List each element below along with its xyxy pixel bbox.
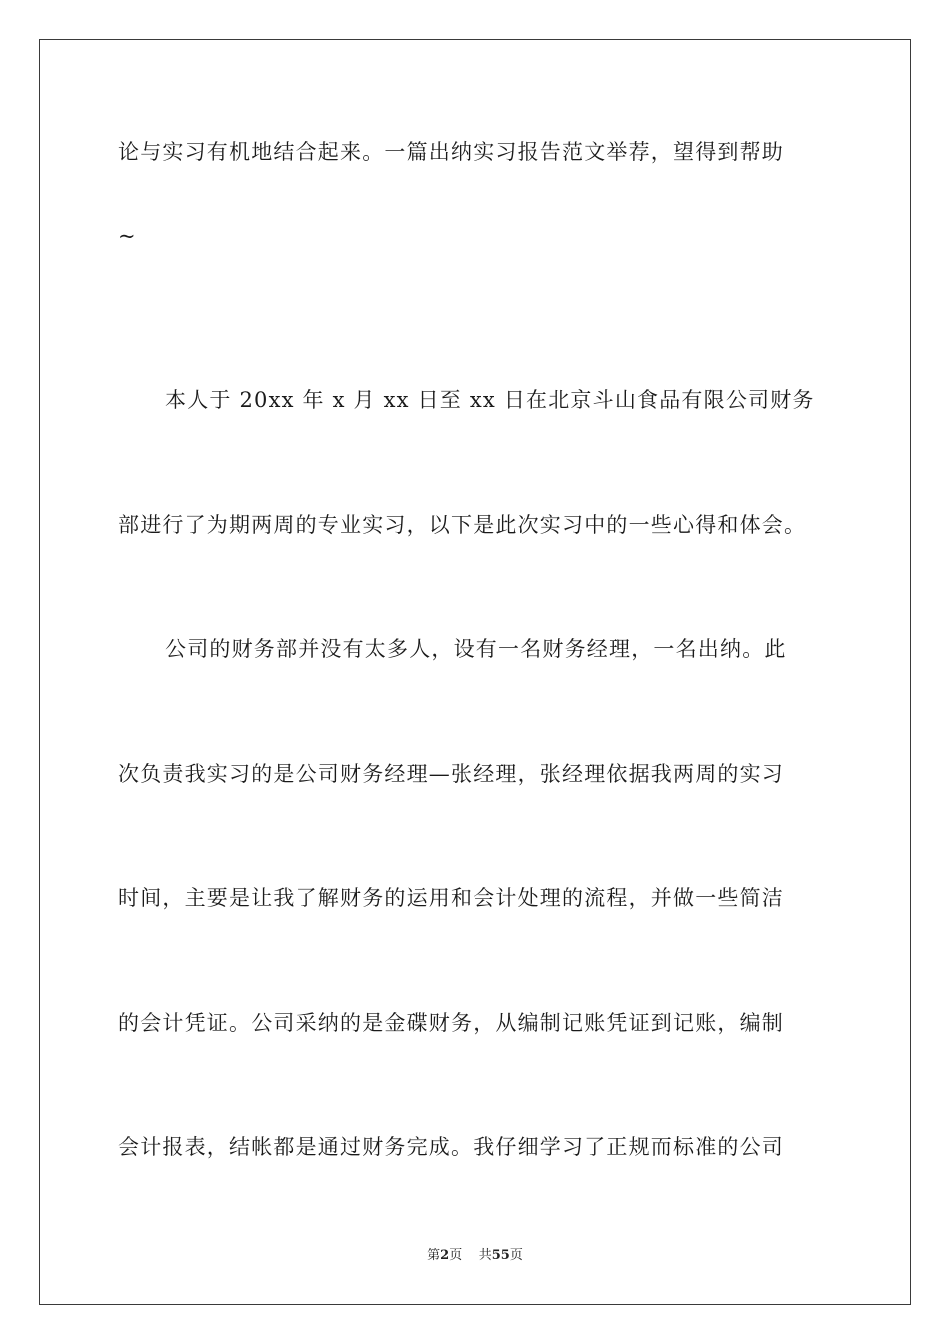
paragraph-line-1: 论与实习有机地结合起来。一篇出纳实习报告范文举荐，望得到帮助 [118, 140, 784, 164]
footer-total-suffix: 页 [509, 1248, 523, 1263]
footer-total-prefix: 共 [478, 1248, 492, 1263]
footer-page-prefix: 第 [427, 1248, 441, 1263]
paragraph-line-7: 时间，主要是让我了解财务的运用和会计处理的流程，并做一些简洁 [118, 886, 784, 910]
paragraph-line-9: 会计报表，结帐都是通过财务完成。我仔细学习了正规而标准的公司 [118, 1135, 784, 1159]
paragraph-line-6: 次负责我实习的是公司财务经理—张经理，张经理依据我两周的实习 [118, 762, 784, 786]
page-footer [0, 1247, 950, 1265]
footer-page-suffix: 页 [449, 1248, 463, 1263]
footer-page-number: 2 [440, 1248, 450, 1263]
paragraph-line-4: 部进行了为期两周的专业实习，以下是此次实习中的一些心得和体会。 [118, 513, 807, 537]
paragraph-line-2: ~ [118, 224, 137, 248]
paragraph-line-8: 的会计凭证。公司采纳的是金碟财务，从编制记账凭证到记账，编制 [118, 1011, 784, 1035]
paragraph-line-3: 本人于 20xx 年 x 月 xx 日至 xx 日在北京斗山食品有限公司财务 [165, 388, 815, 412]
paragraph-line-5: 公司的财务部并没有太多人，设有一名财务经理，一名出纳。此 [165, 637, 787, 661]
footer-total-pages: 55 [491, 1248, 510, 1263]
